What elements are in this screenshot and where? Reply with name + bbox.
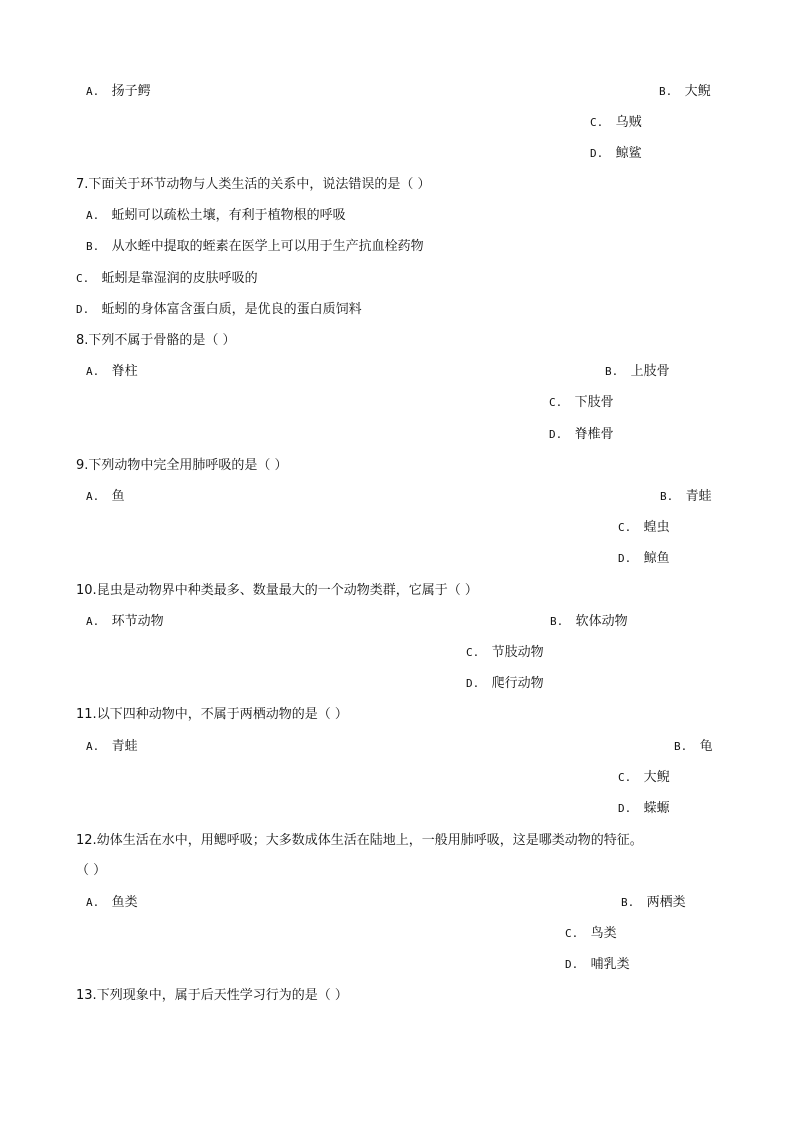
q12-option-d bbox=[565, 956, 630, 974]
option-text: 大鲵 bbox=[684, 84, 711, 99]
option-letter: D. bbox=[549, 428, 563, 441]
question-text: 幼体生活在水中，用鳃呼吸；大多数成体生活在陆地上，一般用肺呼吸，这是哪类动物的特征。 bbox=[96, 833, 643, 848]
question-text: 下列不属于骨骼的是（ ） bbox=[88, 333, 236, 348]
option-letter: C. bbox=[565, 927, 579, 940]
q13-stem bbox=[76, 987, 348, 1005]
q10-option-d bbox=[466, 675, 544, 693]
question-text: 下列动物中完全用肺呼吸的是（ ） bbox=[88, 458, 288, 473]
q7-option-a bbox=[86, 207, 346, 225]
q9-option-a bbox=[86, 488, 125, 506]
question-number: 7. bbox=[76, 177, 89, 192]
question-number: 12. bbox=[76, 833, 97, 848]
option-letter: A. bbox=[86, 209, 100, 222]
option-text: 节肢动物 bbox=[491, 645, 544, 660]
option-text: 环节动物 bbox=[111, 614, 164, 629]
option-text: 下肢骨 bbox=[574, 395, 614, 410]
option-text: 大鲵 bbox=[643, 770, 670, 785]
question-number: 9. bbox=[76, 458, 89, 473]
q9-option-d bbox=[618, 550, 670, 568]
question-number: 11. bbox=[76, 707, 97, 722]
option-text: 蝗虫 bbox=[643, 520, 670, 535]
question-number: 8. bbox=[76, 333, 89, 348]
option-text: 鱼类 bbox=[111, 895, 138, 910]
option-letter: B. bbox=[660, 490, 674, 503]
option-letter: A. bbox=[86, 490, 100, 503]
option-letter: D. bbox=[590, 147, 604, 160]
option-letter: C. bbox=[618, 771, 632, 784]
option-text: 蝾螈 bbox=[643, 801, 670, 816]
question-text: 昆虫是动物界中种类最多、数量最大的一个动物类群，它属于（ ） bbox=[96, 583, 478, 598]
option-letter: A. bbox=[86, 740, 100, 753]
option-text: 扬子鳄 bbox=[111, 84, 151, 99]
option-letter: D. bbox=[76, 303, 90, 316]
option-text: 脊椎骨 bbox=[574, 427, 614, 442]
option-text: 青蛙 bbox=[685, 489, 712, 504]
option-text: 鲸鲨 bbox=[615, 146, 642, 161]
q10-option-b bbox=[550, 613, 628, 631]
q12-option-a bbox=[86, 894, 138, 912]
option-text: 蚯蚓是靠湿润的皮肤呼吸的 bbox=[101, 271, 258, 286]
option-text: 鸟类 bbox=[590, 926, 617, 941]
option-text: 龟 bbox=[699, 739, 713, 754]
q6-option-d bbox=[590, 145, 642, 163]
option-letter: A. bbox=[86, 615, 100, 628]
option-text: 鱼 bbox=[111, 489, 125, 504]
q12-option-c bbox=[565, 925, 617, 943]
q10-stem bbox=[76, 582, 478, 600]
option-letter: C. bbox=[618, 521, 632, 534]
q11-option-c bbox=[618, 769, 670, 787]
question-text: 以下四种动物中，不属于两栖动物的是（ ） bbox=[96, 707, 348, 722]
q9-option-b bbox=[660, 488, 712, 506]
question-number: 10. bbox=[76, 583, 97, 598]
option-text: 爬行动物 bbox=[491, 676, 544, 691]
option-text: 从水蛭中提取的蛭素在医学上可以用于生产抗血栓药物 bbox=[111, 239, 424, 254]
q8-option-a bbox=[86, 363, 138, 381]
option-letter: D. bbox=[618, 552, 632, 565]
option-letter: C. bbox=[466, 646, 480, 659]
q7-option-c bbox=[76, 270, 258, 288]
option-text: 哺乳类 bbox=[590, 957, 630, 972]
option-letter: D. bbox=[618, 802, 632, 815]
q12-stem-continued: （ ） bbox=[76, 863, 107, 878]
q10-option-c bbox=[466, 644, 544, 662]
question-text: 下列现象中，属于后天性学习行为的是（ ） bbox=[96, 988, 348, 1003]
option-letter: B. bbox=[621, 896, 635, 909]
q11-stem bbox=[76, 706, 348, 724]
option-letter: B. bbox=[86, 240, 100, 253]
q12-stem bbox=[76, 832, 643, 850]
q8-option-c bbox=[549, 394, 614, 412]
option-letter: C. bbox=[76, 272, 90, 285]
option-text: 上肢骨 bbox=[630, 364, 670, 379]
option-letter: B. bbox=[659, 85, 673, 98]
q8-option-b bbox=[605, 363, 670, 381]
q10-option-a bbox=[86, 613, 164, 631]
option-text: 鲸鱼 bbox=[643, 551, 670, 566]
option-letter: A. bbox=[86, 85, 100, 98]
q11-option-b bbox=[674, 738, 713, 756]
q11-option-d bbox=[618, 800, 670, 818]
option-text: 乌贼 bbox=[615, 115, 642, 130]
question-number: 13. bbox=[76, 988, 97, 1003]
q9-stem bbox=[76, 457, 288, 475]
option-letter: C. bbox=[549, 396, 563, 409]
option-text: 蚯蚓的身体富含蛋白质，是优良的蛋白质饲料 bbox=[101, 302, 362, 317]
question-text: 下面关于环节动物与人类生活的关系中，说法错误的是（ ） bbox=[88, 177, 431, 192]
option-text: 蚯蚓可以疏松土壤，有利于植物根的呼吸 bbox=[111, 208, 346, 223]
option-text: 软体动物 bbox=[575, 614, 628, 629]
q7-option-d bbox=[76, 301, 362, 319]
option-letter: B. bbox=[605, 365, 619, 378]
option-letter: D. bbox=[466, 677, 480, 690]
q6-option-c bbox=[590, 114, 642, 132]
option-text: 两栖类 bbox=[646, 895, 686, 910]
q8-option-d bbox=[549, 426, 614, 444]
option-text: 青蛙 bbox=[111, 739, 138, 754]
option-letter: A. bbox=[86, 365, 100, 378]
q6-option-b bbox=[659, 83, 711, 101]
option-letter: B. bbox=[674, 740, 688, 753]
option-letter: B. bbox=[550, 615, 564, 628]
option-text: 脊柱 bbox=[111, 364, 138, 379]
option-letter: D. bbox=[565, 958, 579, 971]
q7-stem bbox=[76, 176, 431, 194]
q7-option-b bbox=[86, 238, 424, 256]
q11-option-a bbox=[86, 738, 138, 756]
q12-option-b bbox=[621, 894, 686, 912]
q8-stem bbox=[76, 332, 236, 350]
option-letter: A. bbox=[86, 896, 100, 909]
option-letter: C. bbox=[590, 116, 604, 129]
q9-option-c bbox=[618, 519, 670, 537]
q6-option-a bbox=[86, 83, 151, 101]
